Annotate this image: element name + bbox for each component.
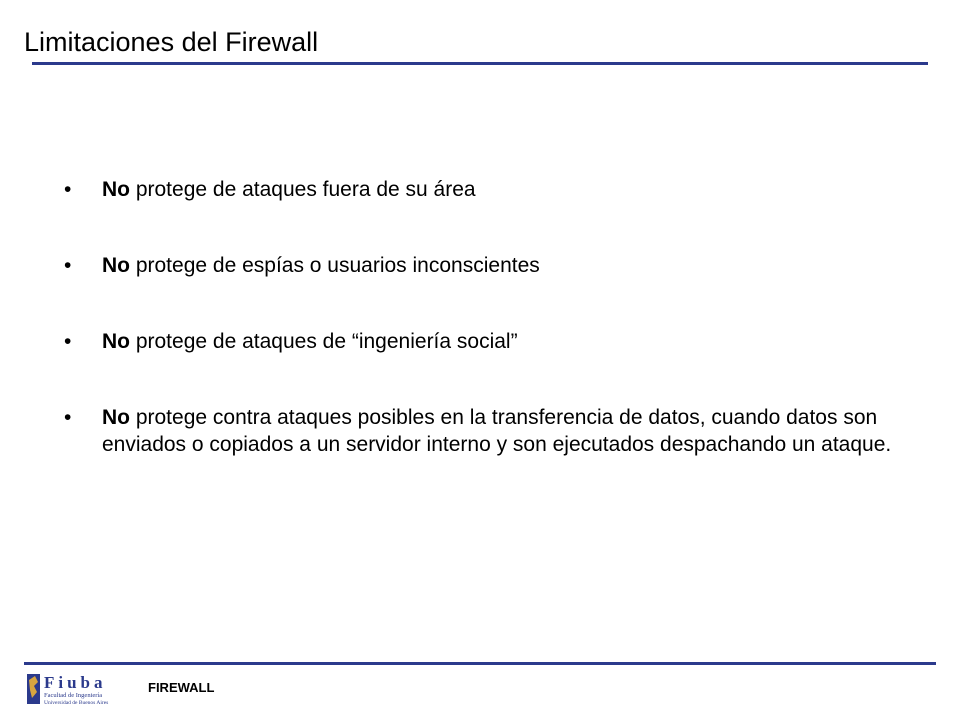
logo-line-2: Universidad de Buenos Aires [44, 700, 109, 706]
bullet-list [64, 176, 904, 507]
bullet-text: protege de ataques fuera de su área [130, 178, 476, 201]
bullet-text: protege de espías o usuarios inconscientes [130, 254, 540, 277]
bullet-emphasis: No [102, 254, 130, 277]
footer-divider [24, 662, 936, 665]
bullet-icon: • [64, 178, 72, 201]
bullet-item [64, 176, 904, 203]
bullet-text: protege de ataques de “ingeniería social” [130, 330, 518, 353]
bullet-item [64, 404, 904, 458]
bullet-icon: • [64, 406, 72, 429]
bullet-item [64, 252, 904, 279]
logo-line-1: Facultad de Ingeniería [44, 692, 103, 699]
bullet-emphasis: No [102, 406, 130, 429]
bullet-emphasis: No [102, 178, 130, 201]
bullet-icon: • [64, 330, 72, 353]
bullet-emphasis: No [102, 330, 130, 353]
logo-wordmark: Fiuba [44, 673, 107, 692]
fiuba-logo [26, 672, 138, 708]
title-divider [32, 62, 928, 65]
bullet-icon: • [64, 254, 72, 277]
bullet-text: protege contra ataques posibles en la transferencia de datos, cuando datos son enviados o copiados a un servidor interno y son ejecutados despachando un ataque. [102, 406, 892, 456]
footer-label: FIREWALL [148, 680, 215, 695]
bullet-item [64, 328, 904, 355]
slide-title: Limitaciones del Firewall [24, 27, 319, 57]
